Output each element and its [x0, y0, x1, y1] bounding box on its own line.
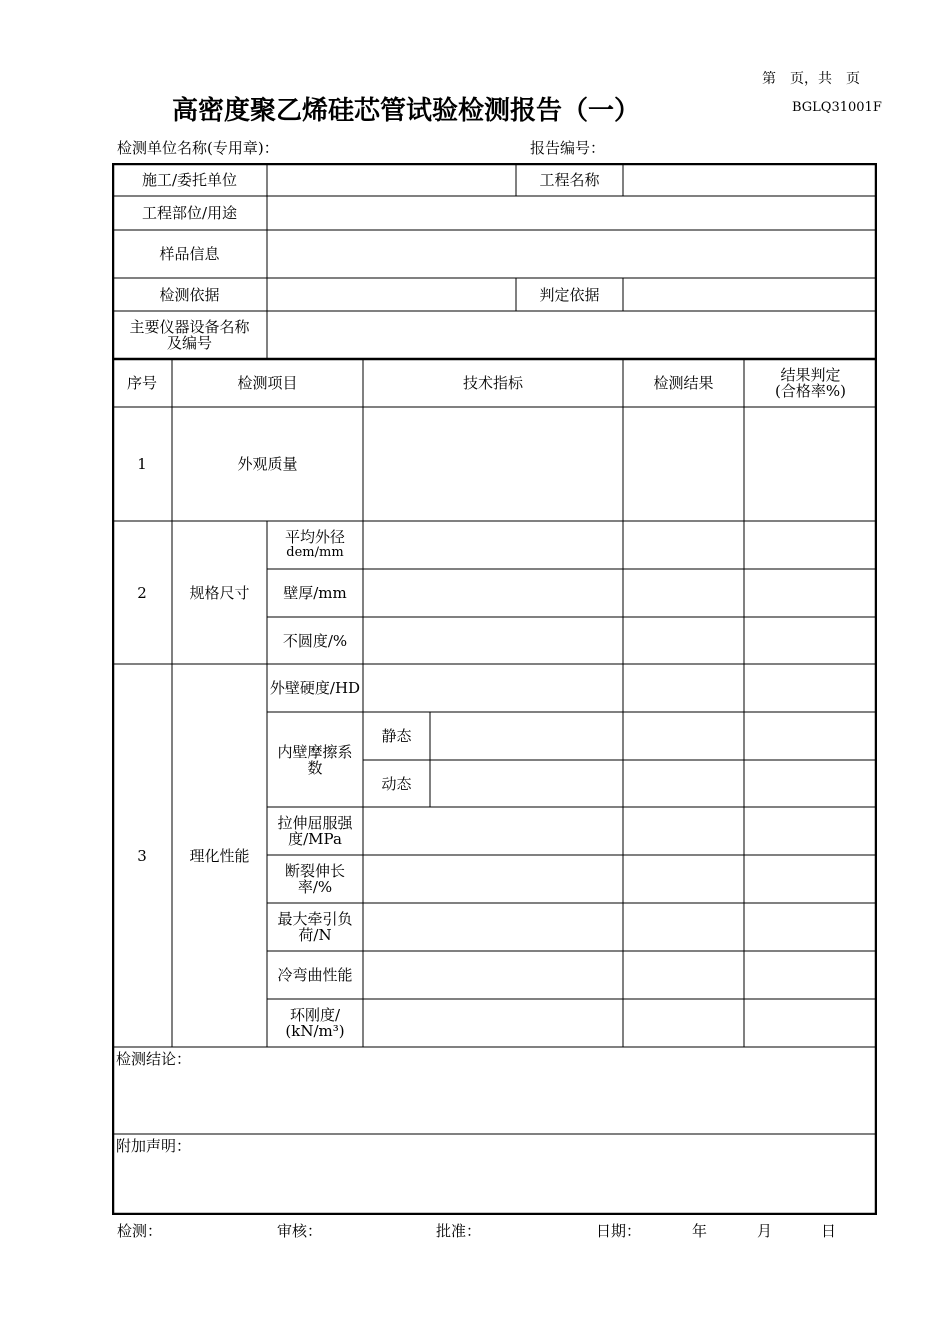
basis-input[interactable] [268, 279, 515, 310]
sample-label: 样品信息 [159, 245, 220, 263]
equipment-label-line1: 主要仪器设备名称 [129, 318, 250, 336]
footer-date: 日期： [596, 1222, 642, 1240]
location-label: 工程部位/用途 [141, 204, 238, 222]
row3-sub-ring-stiffness-line2: (kN/m³) [285, 1022, 345, 1040]
row3-sub-yield-strength-line1: 拉伸屈服强 [277, 814, 353, 832]
row3-sub-hardness: 外壁硬度/HD [269, 679, 361, 697]
client-label: 施工/委托单位 [141, 170, 238, 189]
row2-sub-wall-thickness: 壁厚/mm [283, 584, 347, 602]
footer-day: 日 [821, 1222, 837, 1240]
equipment-input[interactable] [268, 312, 875, 358]
row3-sub-elongation [267, 855, 363, 903]
row3-sub-max-traction [267, 903, 363, 951]
row3-item: 理化性能 [189, 846, 250, 865]
basis-label: 检测依据 [159, 285, 220, 304]
equipment-label-line2: 及编号 [166, 334, 212, 352]
row3-sub-friction-line2: 数 [307, 758, 323, 777]
col-header-judge [744, 359, 877, 407]
row3-sub-elongation-line1: 断裂伸长 [284, 862, 345, 880]
row2-item: 规格尺寸 [189, 583, 250, 602]
form-code: BGLQ31001F [792, 100, 882, 115]
footer-month: 月 [757, 1222, 773, 1240]
col-header-spec: 技术指标 [462, 374, 523, 392]
footer-tester: 检测： [117, 1222, 163, 1240]
row3-friction-static: 静态 [381, 727, 412, 745]
row3-sub-elongation-line2: 率/% [297, 878, 333, 896]
row3-sub-friction [267, 712, 363, 807]
equipment-label [112, 311, 267, 359]
row3-sub-ring-stiffness [267, 999, 363, 1047]
row3-sub-max-traction-line2: 荷/N [298, 926, 332, 944]
col-header-judge-line2: (合格率%) [775, 382, 846, 400]
col-header-no: 序号 [126, 374, 157, 392]
col-header-item: 检测项目 [237, 374, 298, 392]
row3-sub-friction-line1: 内壁摩擦系 [277, 742, 353, 761]
judge-basis-label: 判定依据 [539, 285, 600, 304]
row3-sub-ring-stiffness-line1: 环刚度/ [289, 1006, 341, 1024]
client-input[interactable] [268, 165, 515, 195]
row3-sub-cold-bend: 冷弯曲性能 [277, 966, 353, 984]
footer-reviewer: 审核： [277, 1222, 323, 1240]
row3-sub-yield-strength-line2: 度/MPa [288, 830, 342, 848]
col-header-result: 检测结果 [653, 374, 714, 392]
row1-no: 1 [137, 455, 147, 473]
row3-friction-dynamic: 动态 [381, 774, 412, 793]
row2-sub-outer-diameter [267, 521, 363, 569]
judge-basis-input[interactable] [624, 279, 875, 310]
row3-no: 3 [137, 846, 147, 865]
report-number-label: 报告编号： [530, 139, 606, 157]
statement-label: 附加声明： [116, 1137, 192, 1155]
row2-sub-out-of-roundness: 不圆度/% [282, 631, 348, 650]
page-title: 高密度聚乙烯硅芯管试验检测报告（一） [172, 96, 641, 126]
row1-item: 外观质量 [237, 455, 298, 473]
row2-sub-outer-diameter-line2: dem/mm [286, 545, 344, 560]
footer-approver: 批准： [436, 1222, 482, 1240]
row2-sub-outer-diameter-line1: 平均外径 [284, 528, 345, 546]
sample-input[interactable] [268, 231, 875, 277]
row3-sub-max-traction-line1: 最大牵引负 [277, 910, 353, 928]
project-label: 工程名称 [539, 170, 600, 189]
page-info: 第 页，共 页 [762, 71, 860, 87]
row3-sub-yield-strength [267, 807, 363, 855]
org-name-label: 检测单位名称(专用章)： [117, 139, 279, 157]
location-input[interactable] [268, 197, 875, 229]
footer-year: 年 [692, 1222, 708, 1240]
conclusion-label: 检测结论： [116, 1050, 192, 1068]
report-table [112, 163, 877, 1215]
col-header-judge-line1: 结果判定 [780, 366, 841, 384]
project-input[interactable] [624, 165, 875, 195]
row2-no: 2 [137, 583, 147, 602]
